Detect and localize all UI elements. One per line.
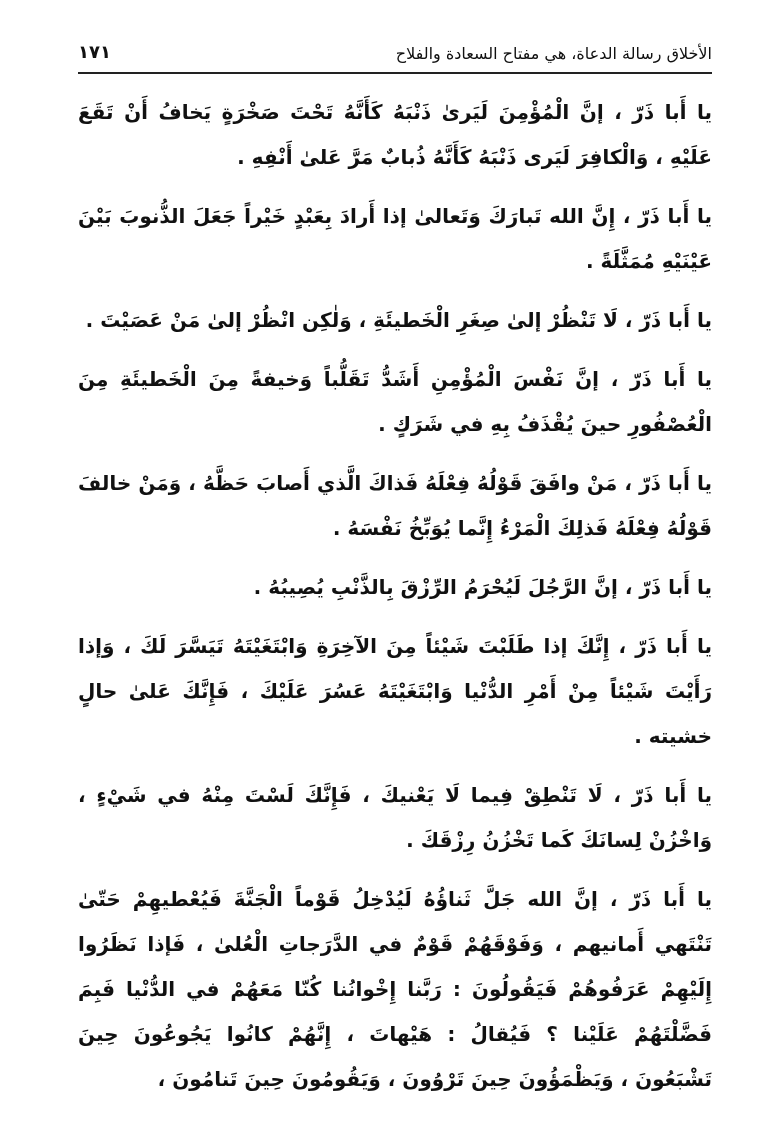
paragraph: يا أَبا ذَرّ ، لَا تَنْطِقْ فِيما لَا يَعْنيكَ ، فَإِنَّكَ لَسْتَ مِنْهُ في شَيْءٍ ، وَاخْزُنْ لِسانَكَ كَما تَخْزُنُ رِزْقَكَ .: [78, 783, 712, 852]
paragraph: يا أَبا ذَرّ ، لَا تَنْظُرْ إلىٰ صِغَرِ الْخَطيئَةِ ، وَلٰكِن انْظُرْ إلىٰ مَنْ عَصَيْتَ .: [85, 308, 712, 332]
paragraph: يا أَبا ذَرّ ، إنَّ الْمُؤْمِنَ لَيَرىٰ ذَنْبَهُ كَأَنَّهُ تَحْتَ صَخْرَةٍ يَخافُ أَنْ تَقَعَ عَلَيْهِ ، وَالْكافِرَ لَيَرى ذَنْبَهُ كَأَنَّهُ ذُبابٌ مَرَّ عَلىٰ أَنْفِهِ .: [78, 100, 712, 169]
paragraph: يا أَبا ذَرّ ، إنَّ الله جَلَّ ثَناؤُهُ لَيُدْخِلُ قَوْماً الْجَنَّةَ فَيُعْطيهِمْ حَتّىٰ تَنْتَهي أَمانيهم ، وَفَوْقَهُمْ قَوْمٌ في الدَّرَجاتِ الْعُلىٰ ، فَإذا نَظَرُوا إِلَيْهِمْ عَرَفُوهُمْ فَيَقُولُونَ : رَبَّنا إِخْوانُنا كُنّا مَعَهُمْ في الدُّنْيا فَبِمَ فَضَّلْتَهُمْ عَلَيْنا ؟ فَيُقالُ : هَيْهاتَ ، إِنَّهُمْ كانُوا يَجُوعُونَ حِينَ تَشْبَعُونَ ، وَيَظْمَؤُونَ حِينَ تَرْوُونَ ، وَيَقُومُونَ حِينَ تَنامُونَ ،: [78, 887, 712, 1091]
paragraph: يا أَبا ذَرّ ، مَنْ وافَقَ قَوْلُهُ فِعْلَهُ فَذاكَ الَّذي أَصابَ حَظَّهُ ، وَمَنْ خالفَ قَوْلُهُ فِعْلَهُ فَذلِكَ الْمَرْءُ إِنَّما يُوَبِّخُ نَفْسَهُ .: [78, 471, 712, 540]
page-number: ١٧١: [78, 42, 111, 63]
paragraph: يا أَبا ذَرّ ، إِنَّ الله تَبارَكَ وَتَعالىٰ إذا أَرادَ بِعَبْدٍ خَيْراً جَعَلَ الذُّنوبَ بَيْنَ عَيْنَيْهِ مُمَثَّلَةً .: [78, 204, 712, 273]
page-header: [78, 38, 712, 74]
paragraph: يا أَبا ذَرّ ، إنَّ الرَّجُلَ لَيُحْرَمُ الرِّزْقَ بِالذَّنْبِ يُصِيبُهُ .: [253, 575, 712, 599]
body-text: [78, 90, 712, 1116]
paragraph: يا أَبا ذَرّ ، إنَّ نَفْسَ الْمُؤْمِنِ أَشَدُّ تَقَلُّباً وَخيفةً مِنَ الْخَطيئَةِ مِنَ الْعُصْفُورِ حينَ يُقْذَفُ بِهِ في شَرَكٍ .: [78, 367, 712, 436]
paragraph: يا أَبا ذَرّ ، إِنَّكَ إذا طَلَبْتَ شَيْئاً مِنَ الآخِرَةِ وَابْتَغَيْتَهُ تَيَسَّرَ لَكَ ، وَإذا رَأَيْتَ شَيْئاً مِنْ أَمْرِ الدُّنْيا وَابْتَغَيْتَهُ عَسُرَ عَلَيْكَ ، فَإِنَّكَ عَلىٰ حالٍ خشيته .: [78, 634, 712, 748]
running-title: الأخلاق رسالة الدعاة، هي مفتاح السعادة والفلاح: [395, 44, 712, 63]
